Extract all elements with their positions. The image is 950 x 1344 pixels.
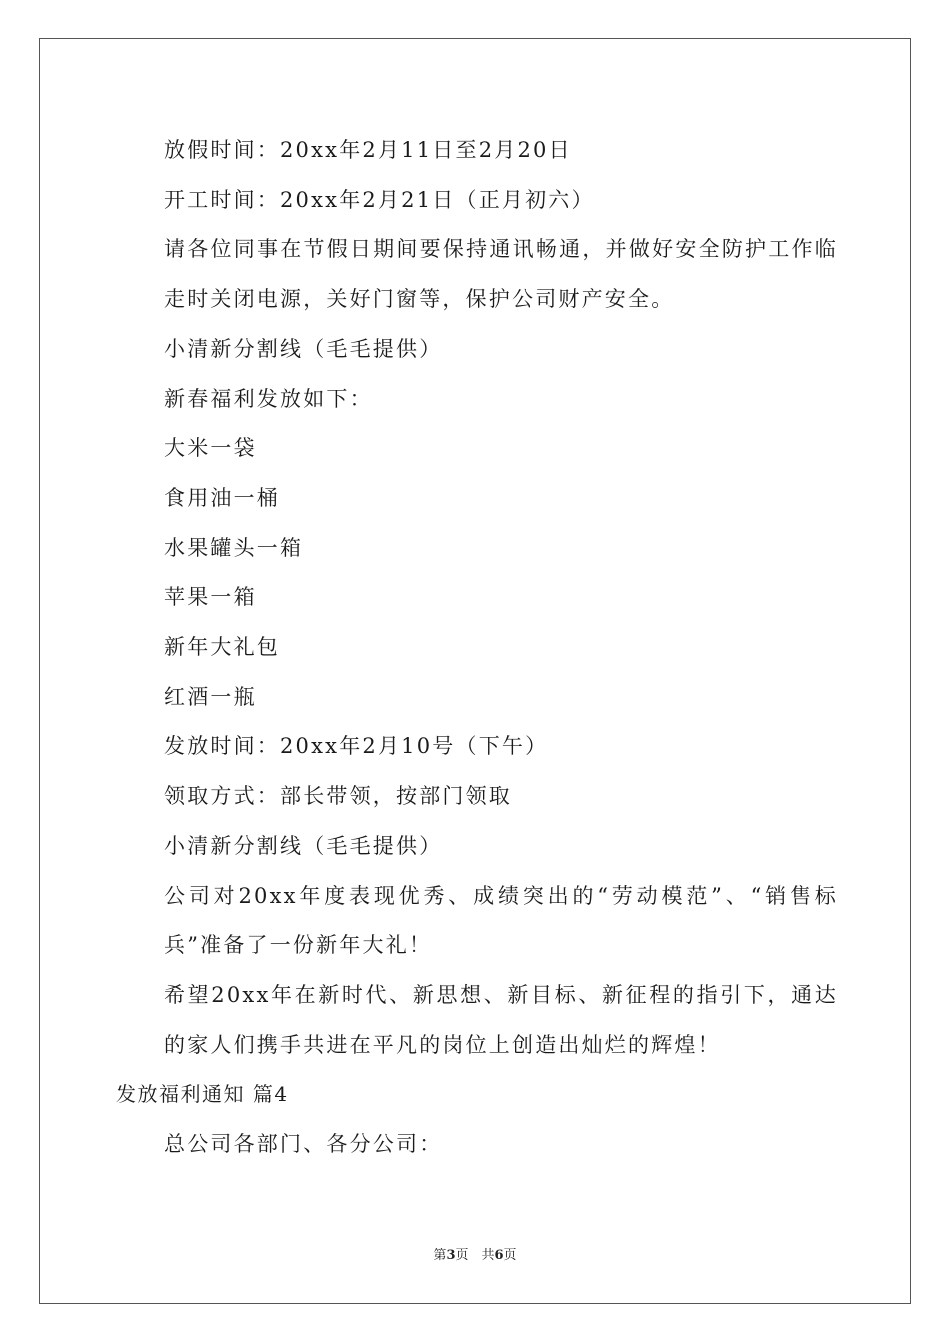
benefit-item-canned-fruit: 水果罐头一箱 [164, 535, 304, 560]
holiday-time-line: 放假时间：20xx年2月11日至2月20日 [164, 138, 572, 162]
footer-mid: 页 共 [455, 1248, 495, 1263]
benefit-item-apples: 苹果一箱 [164, 585, 257, 610]
wishes-paragraph: 希望20xx年在新时代、新思想、新目标、新征程的指引下，通达的家人们携手共进在平凡的岗位上创造出灿烂的辉煌！ [164, 982, 838, 1057]
page-footer [0, 1244, 950, 1263]
footer-prefix: 第 [433, 1248, 447, 1263]
footer-current-page: 3 [446, 1248, 456, 1263]
benefit-item-wine: 红酒一瓶 [164, 684, 257, 709]
benefit-item-rice: 大米一袋 [164, 436, 257, 461]
benefit-item-gift-pack: 新年大礼包 [164, 635, 280, 660]
divider-text: 小清新分割线（毛毛提供） [164, 336, 443, 361]
benefit-item-oil: 食用油一桶 [164, 485, 280, 510]
award-paragraph: 公司对20xx年度表现优秀、成绩突出的“劳动模范”、“销售标兵”准备了一份新年大礼！ [164, 883, 838, 958]
footer-total-pages: 6 [494, 1248, 504, 1263]
section-heading: 发放福利通知 篇4 [116, 1082, 289, 1107]
footer-suffix: 页 [503, 1248, 517, 1263]
document-body [116, 126, 838, 1170]
benefits-intro: 新春福利发放如下： [164, 386, 373, 411]
distribution-time-line: 发放时间：20xx年2月10号（下午） [164, 734, 549, 759]
safety-notice-paragraph: 请各位同事在节假日期间要保持通讯畅通，并做好安全防护工作临走时关闭电源，关好门窗等，保护公司财产安全。 [164, 237, 838, 312]
divider-text: 小清新分割线（毛毛提供） [164, 833, 443, 858]
salutation-line: 总公司各部门、各分公司： [164, 1132, 443, 1157]
work-start-line: 开工时间：20xx年2月21日（正月初六） [164, 187, 595, 212]
collection-method-line: 领取方式：部长带领，按部门领取 [164, 784, 512, 809]
